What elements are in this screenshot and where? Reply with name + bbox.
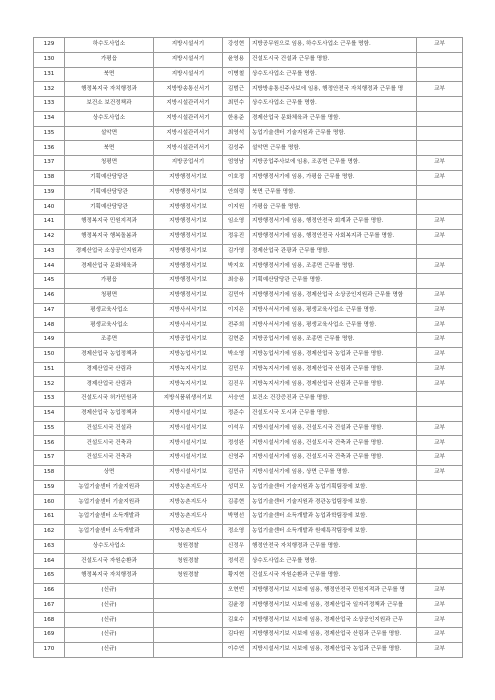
row-number: 142 xyxy=(34,229,65,244)
table-row xyxy=(34,539,463,554)
row-number: 148 xyxy=(34,318,65,333)
department-cell: 건설도시국 건설과 xyxy=(65,421,154,436)
name-cell: 김현준 xyxy=(223,333,250,348)
personnel-table xyxy=(33,37,463,658)
position-cell: 지방농촌지도사 xyxy=(154,510,223,525)
department-cell: 경제산업국 농업정책과 xyxy=(65,406,154,421)
department-cell: (신규) xyxy=(65,642,154,657)
assignment-note-cell: 지방시설서기에 임용, 건설도시국 건축과 근무를 명함. xyxy=(250,436,417,451)
position-cell: 지방시설서기 xyxy=(154,38,223,53)
row-number: 160 xyxy=(34,495,65,510)
name-cell: 성덕모 xyxy=(223,480,250,495)
department-cell: (신규) xyxy=(65,598,154,613)
name-cell: 박명선 xyxy=(223,510,250,525)
name-cell: 정성완 xyxy=(223,436,250,451)
issuance-cell xyxy=(417,480,463,495)
table-row xyxy=(34,185,463,200)
issuance-cell xyxy=(417,539,463,554)
issuance-cell xyxy=(417,524,463,539)
assignment-note-cell: 설악면 근무를 명함. xyxy=(250,141,417,156)
name-cell: 이지은 xyxy=(223,303,250,318)
table-row xyxy=(34,274,463,289)
assignment-note-cell: 지방공업주사보에 임용, 조종면 근무를 명함. xyxy=(250,156,417,171)
row-number: 161 xyxy=(34,510,65,525)
position-cell: 지방농촌지도사 xyxy=(154,495,223,510)
department-cell: 경제산업국 농업정책과 xyxy=(65,347,154,362)
name-cell: 신정우 xyxy=(223,539,250,554)
position-cell: 지방시설서기보 xyxy=(154,406,223,421)
assignment-note-cell: 지방방송통신주사보에 임용, 행정안전국 자치행정과 근무를 명 xyxy=(250,82,417,97)
department-cell: 청평면 xyxy=(65,288,154,303)
name-cell: 김효수 xyxy=(223,613,250,628)
department-cell: 경제산업국 산림과 xyxy=(65,362,154,377)
assignment-note-cell: 지방공무원으로 임용, 하수도사업소 근무를 명함. xyxy=(250,38,417,53)
row-number: 133 xyxy=(34,97,65,112)
name-cell: 김성주 xyxy=(223,141,250,156)
department-cell: 북면 xyxy=(65,67,154,82)
name-cell: 전주희 xyxy=(223,318,250,333)
issuance-cell xyxy=(417,111,463,126)
name-cell: 김윤경 xyxy=(223,598,250,613)
table-row xyxy=(34,259,463,274)
row-number: 145 xyxy=(34,274,65,289)
department-cell: (신규) xyxy=(65,628,154,643)
assignment-note-cell: 상수도사업소 근무를 명함. xyxy=(250,67,417,82)
row-number: 157 xyxy=(34,451,65,466)
table-row xyxy=(34,583,463,598)
position-cell: 지방행정서기보 xyxy=(154,288,223,303)
assignment-note-cell: 지방시설서기에 임용, 건설도시국 건축과 근무를 명함. xyxy=(250,451,417,466)
position-cell: 지방시설서기 xyxy=(154,52,223,67)
name-cell: 김다원 xyxy=(223,628,250,643)
issuance-cell xyxy=(417,495,463,510)
table-row xyxy=(34,495,463,510)
department-cell: 평생교육사업소 xyxy=(65,303,154,318)
assignment-note-cell: 지방행정서기에 임용, 경제산업국 소상공인지원과 근무를 명함 xyxy=(250,288,417,303)
issuance-cell: 교부 xyxy=(417,421,463,436)
department-cell: 상면 xyxy=(65,465,154,480)
position-cell: 지방방송통신서기 xyxy=(154,82,223,97)
position-cell: 지방행정서기보 xyxy=(154,185,223,200)
table-row xyxy=(34,436,463,451)
department-cell: 행정복지국 자치행정과 xyxy=(65,82,154,97)
assignment-note-cell: 지방행정서기에 임용, 행정안전국 회계과 근무를 명함. xyxy=(250,215,417,230)
assignment-note-cell: 기획예산담당관 근무를 명함. xyxy=(250,274,417,289)
name-cell: 한용준 xyxy=(223,111,250,126)
row-number: 168 xyxy=(34,613,65,628)
table-row xyxy=(34,510,463,525)
table-row xyxy=(34,156,463,171)
position-cell: 지방녹지서기보 xyxy=(154,362,223,377)
department-cell: 기획예산담당관 xyxy=(65,185,154,200)
table-row xyxy=(34,215,463,230)
row-number: 158 xyxy=(34,465,65,480)
issuance-cell: 교부 xyxy=(417,38,463,53)
assignment-note-cell: 건설도시국 자원순환과 근무를 명함. xyxy=(250,569,417,584)
issuance-cell xyxy=(417,392,463,407)
table-row xyxy=(34,200,463,215)
position-cell: 지방시설서기보 xyxy=(154,465,223,480)
department-cell: 농업기술센터 소득개발과 xyxy=(65,510,154,525)
row-number: 153 xyxy=(34,392,65,407)
position-cell: 지방행정서기보 xyxy=(154,229,223,244)
row-number: 139 xyxy=(34,185,65,200)
assignment-note-cell: 지방행정서기에 임용, 행정안전국 사회복지과 근무를 명함. xyxy=(250,229,417,244)
issuance-cell xyxy=(417,554,463,569)
row-number: 143 xyxy=(34,244,65,259)
row-number: 146 xyxy=(34,288,65,303)
row-number: 164 xyxy=(34,554,65,569)
row-number: 131 xyxy=(34,67,65,82)
assignment-note-cell: 지방사서서기에 임용, 평생교육사업소 근무를 명함. xyxy=(250,303,417,318)
position-cell xyxy=(154,642,223,657)
table-row xyxy=(34,347,463,362)
issuance-cell: 교부 xyxy=(417,170,463,185)
department-cell: 경제산업국 소상공인지원과 xyxy=(65,244,154,259)
table-row xyxy=(34,554,463,569)
issuance-cell xyxy=(417,200,463,215)
department-cell: (신규) xyxy=(65,583,154,598)
department-cell: 행정복지국 민원지적과 xyxy=(65,215,154,230)
position-cell: 청원경찰 xyxy=(154,554,223,569)
table-row xyxy=(34,229,463,244)
position-cell: 지방농촌지도사 xyxy=(154,480,223,495)
name-cell: 김가영 xyxy=(223,244,250,259)
department-cell: 상수도사업소 xyxy=(65,111,154,126)
department-cell: 농업기술센터 기술지원과 xyxy=(65,480,154,495)
position-cell: 지방행정서기보 xyxy=(154,274,223,289)
name-cell: 김범근 xyxy=(223,82,250,97)
row-number: 155 xyxy=(34,421,65,436)
assignment-note-cell: 경제산업국 문화체육과 근무를 명함. xyxy=(250,111,417,126)
table-row xyxy=(34,569,463,584)
row-number: 150 xyxy=(34,347,65,362)
issuance-cell xyxy=(417,97,463,112)
name-cell: 박지호 xyxy=(223,259,250,274)
department-cell: 농업기술센터 소득개발과 xyxy=(65,524,154,539)
issuance-cell: 교부 xyxy=(417,628,463,643)
assignment-note-cell: 건설도시국 도시과 근무를 명함. xyxy=(250,406,417,421)
table-row xyxy=(34,303,463,318)
table-row xyxy=(34,598,463,613)
table-row xyxy=(34,82,463,97)
assignment-note-cell: 지방농업서기에 임용, 경제산업국 농업과 근무를 명함. xyxy=(250,347,417,362)
name-cell: 최승용 xyxy=(223,274,250,289)
issuance-cell xyxy=(417,141,463,156)
assignment-note-cell: 건설도시국 건설과 근무를 명함. xyxy=(250,52,417,67)
issuance-cell: 교부 xyxy=(417,303,463,318)
table-row xyxy=(34,244,463,259)
department-cell: 건설도시국 건축과 xyxy=(65,436,154,451)
name-cell: 이수연 xyxy=(223,642,250,657)
issuance-cell: 교부 xyxy=(417,347,463,362)
department-cell: 보건소 보건정책과 xyxy=(65,97,154,112)
name-cell: 엄영남 xyxy=(223,156,250,171)
department-cell: 하수도사업소 xyxy=(65,38,154,53)
position-cell: 지방행정서기보 xyxy=(154,259,223,274)
position-cell: 지방시설관리서기 xyxy=(154,126,223,141)
row-number: 136 xyxy=(34,141,65,156)
assignment-note-cell: 상수도사업소 근무를 명함. xyxy=(250,97,417,112)
issuance-cell: 교부 xyxy=(417,451,463,466)
position-cell: 지방행정서기보 xyxy=(154,200,223,215)
issuance-cell: 교부 xyxy=(417,215,463,230)
issuance-cell: 교부 xyxy=(417,642,463,657)
position-cell xyxy=(154,628,223,643)
issuance-cell: 교부 xyxy=(417,377,463,392)
position-cell: 지방행정서기보 xyxy=(154,215,223,230)
assignment-note-cell: 지방행정서기에 임용, 가평읍 근무를 명함. xyxy=(250,170,417,185)
position-cell: 지방시설서기보 xyxy=(154,421,223,436)
assignment-note-cell: 농업기술센터 기술지원과 농업기획팀장에 보함. xyxy=(250,480,417,495)
issuance-cell: 교부 xyxy=(417,613,463,628)
assignment-note-cell: 농업기술센터 기술지원과 근무를 명함. xyxy=(250,126,417,141)
name-cell: 오현빈 xyxy=(223,583,250,598)
assignment-note-cell: 농업기술센터 소득개발과 농업과학팀장에 보함. xyxy=(250,510,417,525)
position-cell: 지방시설관리서기 xyxy=(154,111,223,126)
issuance-cell xyxy=(417,274,463,289)
name-cell: 이석우 xyxy=(223,421,250,436)
position-cell: 지방녹지서기보 xyxy=(154,377,223,392)
row-number: 151 xyxy=(34,362,65,377)
table-row xyxy=(34,480,463,495)
name-cell: 이호정 xyxy=(223,170,250,185)
issuance-cell xyxy=(417,52,463,67)
department-cell: 상수도사업소 xyxy=(65,539,154,554)
row-number: 169 xyxy=(34,628,65,643)
name-cell: 서승연 xyxy=(223,392,250,407)
assignment-note-cell: 지방행정서기보 시보에 임용, 경제산업국 소상공인지원과 근무 xyxy=(250,613,417,628)
table-row xyxy=(34,362,463,377)
row-number: 156 xyxy=(34,436,65,451)
name-cell: 강성현 xyxy=(223,38,250,53)
assignment-note-cell: 지방공업서기에 임용, 조종면 근무를 명함. xyxy=(250,333,417,348)
name-cell: 임소영 xyxy=(223,215,250,230)
issuance-cell: 교부 xyxy=(417,333,463,348)
assignment-note-cell: 지방행정서기보 시보에 임용, 행정안전국 민원지적과 근무를 명 xyxy=(250,583,417,598)
assignment-note-cell: 지방시설서기에 임용, 건설도시국 건설과 근무를 명함. xyxy=(250,421,417,436)
position-cell xyxy=(154,613,223,628)
position-cell: 지방행정서기보 xyxy=(154,170,223,185)
assignment-note-cell: 보건소 건강증진과 근무를 명함. xyxy=(250,392,417,407)
position-cell: 지방농촌지도사 xyxy=(154,524,223,539)
assignment-note-cell: 농업기술센터 소득개발과 원예특작팀장에 보함. xyxy=(250,524,417,539)
position-cell: 지방행정서기보 xyxy=(154,244,223,259)
name-cell: 김진우 xyxy=(223,377,250,392)
name-cell: 정석진 xyxy=(223,554,250,569)
department-cell: 청평면 xyxy=(65,156,154,171)
table-row xyxy=(34,613,463,628)
table-row xyxy=(34,642,463,657)
position-cell xyxy=(154,583,223,598)
issuance-cell: 교부 xyxy=(417,229,463,244)
department-cell: 기획예산담당관 xyxy=(65,200,154,215)
position-cell: 지방시설관리서기 xyxy=(154,141,223,156)
row-number: 152 xyxy=(34,377,65,392)
name-cell: 김민아 xyxy=(223,288,250,303)
row-number: 132 xyxy=(34,82,65,97)
department-cell: 경제산업국 문화체육과 xyxy=(65,259,154,274)
position-cell xyxy=(154,598,223,613)
assignment-note-cell: 농업기술센터 기술지원과 경관농업팀장에 보함. xyxy=(250,495,417,510)
table-row xyxy=(34,451,463,466)
table-row xyxy=(34,126,463,141)
table-row xyxy=(34,288,463,303)
name-cell: 안희령 xyxy=(223,185,250,200)
position-cell: 지방농업서기보 xyxy=(154,347,223,362)
issuance-cell xyxy=(417,126,463,141)
position-cell: 지방식품위생서기보 xyxy=(154,392,223,407)
department-cell: (신규) xyxy=(65,613,154,628)
department-cell: 가평읍 xyxy=(65,274,154,289)
department-cell: 행정복지국 행복돌봄과 xyxy=(65,229,154,244)
department-cell: 북면 xyxy=(65,141,154,156)
personnel-table-body xyxy=(34,38,463,658)
position-cell: 지방공업서기보 xyxy=(154,333,223,348)
name-cell: 이병철 xyxy=(223,67,250,82)
name-cell: 윤영용 xyxy=(223,52,250,67)
assignment-note-cell: 지방행정서기보 시보에 임용, 경제산업국 일자리정책과 근무를 xyxy=(250,598,417,613)
department-cell: 행정복지국 자치행정과 xyxy=(65,569,154,584)
position-cell: 청원경찰 xyxy=(154,569,223,584)
table-row xyxy=(34,52,463,67)
position-cell: 지방시설관리서기 xyxy=(154,97,223,112)
department-cell: 조종면 xyxy=(65,333,154,348)
name-cell: 정준수 xyxy=(223,406,250,421)
assignment-note-cell: 행정안전국 자치행정과 근무를 명함. xyxy=(250,539,417,554)
name-cell: 이지원 xyxy=(223,200,250,215)
assignment-note-cell: 지방시설서기보 시보에 임용, 경제산업국 농업과 근무를 명함. xyxy=(250,642,417,657)
row-number: 167 xyxy=(34,598,65,613)
row-number: 162 xyxy=(34,524,65,539)
table-row xyxy=(34,111,463,126)
name-cell: 김민우 xyxy=(223,362,250,377)
row-number: 137 xyxy=(34,156,65,171)
table-row xyxy=(34,421,463,436)
name-cell: 박소영 xyxy=(223,347,250,362)
assignment-note-cell: 지방녹지서기에 임용, 경제산업국 산림과 근무를 명함. xyxy=(250,377,417,392)
row-number: 130 xyxy=(34,52,65,67)
position-cell: 지방공업서기 xyxy=(154,156,223,171)
table-row xyxy=(34,628,463,643)
name-cell: 정소영 xyxy=(223,524,250,539)
row-number: 147 xyxy=(34,303,65,318)
position-cell: 지방사서서기보 xyxy=(154,303,223,318)
name-cell: 최민수 xyxy=(223,97,250,112)
row-number: 135 xyxy=(34,126,65,141)
row-number: 159 xyxy=(34,480,65,495)
row-number: 138 xyxy=(34,170,65,185)
issuance-cell xyxy=(417,510,463,525)
row-number: 170 xyxy=(34,642,65,657)
row-number: 140 xyxy=(34,200,65,215)
assignment-note-cell: 경제산업국 관광과 근무를 명함. xyxy=(250,244,417,259)
issuance-cell xyxy=(417,244,463,259)
department-cell: 가평읍 xyxy=(65,52,154,67)
department-cell: 건설도시국 허가민원과 xyxy=(65,392,154,407)
department-cell: 평생교육사업소 xyxy=(65,318,154,333)
issuance-cell: 교부 xyxy=(417,259,463,274)
position-cell: 청원경찰 xyxy=(154,539,223,554)
issuance-cell: 교부 xyxy=(417,583,463,598)
row-number: 129 xyxy=(34,38,65,53)
row-number: 134 xyxy=(34,111,65,126)
table-row xyxy=(34,318,463,333)
department-cell: 건설도시국 건축과 xyxy=(65,451,154,466)
row-number: 163 xyxy=(34,539,65,554)
name-cell: 최영석 xyxy=(223,126,250,141)
issuance-cell xyxy=(417,569,463,584)
assignment-note-cell: 상수도사업소 근무를 명함. xyxy=(250,554,417,569)
issuance-cell xyxy=(417,185,463,200)
table-row xyxy=(34,97,463,112)
row-number: 144 xyxy=(34,259,65,274)
table-row xyxy=(34,465,463,480)
name-cell: 김민규 xyxy=(223,465,250,480)
department-cell: 경제산업국 산림과 xyxy=(65,377,154,392)
row-number: 165 xyxy=(34,569,65,584)
issuance-cell: 교부 xyxy=(417,465,463,480)
assignment-note-cell: 지방녹지서기에 임용, 경제산업국 산림과 근무를 명함. xyxy=(250,362,417,377)
position-cell: 지방시설서기보 xyxy=(154,436,223,451)
name-cell: 김종현 xyxy=(223,495,250,510)
position-cell: 지방사서서기보 xyxy=(154,318,223,333)
assignment-note-cell: 가평읍 근무를 명함. xyxy=(250,200,417,215)
issuance-cell xyxy=(417,406,463,421)
name-cell: 황지현 xyxy=(223,569,250,584)
issuance-cell: 교부 xyxy=(417,82,463,97)
table-row xyxy=(34,38,463,53)
position-cell: 지방시설서기 xyxy=(154,67,223,82)
table-row xyxy=(34,333,463,348)
row-number: 141 xyxy=(34,215,65,230)
table-row xyxy=(34,141,463,156)
issuance-cell xyxy=(417,67,463,82)
issuance-cell: 교부 xyxy=(417,318,463,333)
position-cell: 지방시설서기보 xyxy=(154,451,223,466)
name-cell: 정유진 xyxy=(223,229,250,244)
table-row xyxy=(34,406,463,421)
issuance-cell: 교부 xyxy=(417,362,463,377)
department-cell: 농업기술센터 기술지원과 xyxy=(65,495,154,510)
issuance-cell: 교부 xyxy=(417,288,463,303)
department-cell: 기획예산담당관 xyxy=(65,170,154,185)
assignment-note-cell: 지방행정서기에 임용, 조종면 근무를 명함. xyxy=(250,259,417,274)
assignment-note-cell: 지방행정서기보 시보에 임용, 경제산업국 산림과 근무를 명함. xyxy=(250,628,417,643)
table-row xyxy=(34,524,463,539)
assignment-note-cell: 지방사서서기에 임용, 평생교육사업소 근무를 명함. xyxy=(250,318,417,333)
department-cell: 건설도시국 자원순환과 xyxy=(65,554,154,569)
issuance-cell: 교부 xyxy=(417,598,463,613)
assignment-note-cell: 지방시설서기에 임용, 상면 근무를 명함. xyxy=(250,465,417,480)
name-cell: 신영주 xyxy=(223,451,250,466)
table-row xyxy=(34,170,463,185)
issuance-cell: 교부 xyxy=(417,156,463,171)
row-number: 166 xyxy=(34,583,65,598)
assignment-note-cell: 북면 근무를 명함. xyxy=(250,185,417,200)
issuance-cell: 교부 xyxy=(417,436,463,451)
table-row xyxy=(34,67,463,82)
table-row xyxy=(34,392,463,407)
department-cell: 설악면 xyxy=(65,126,154,141)
row-number: 149 xyxy=(34,333,65,348)
row-number: 154 xyxy=(34,406,65,421)
table-row xyxy=(34,377,463,392)
